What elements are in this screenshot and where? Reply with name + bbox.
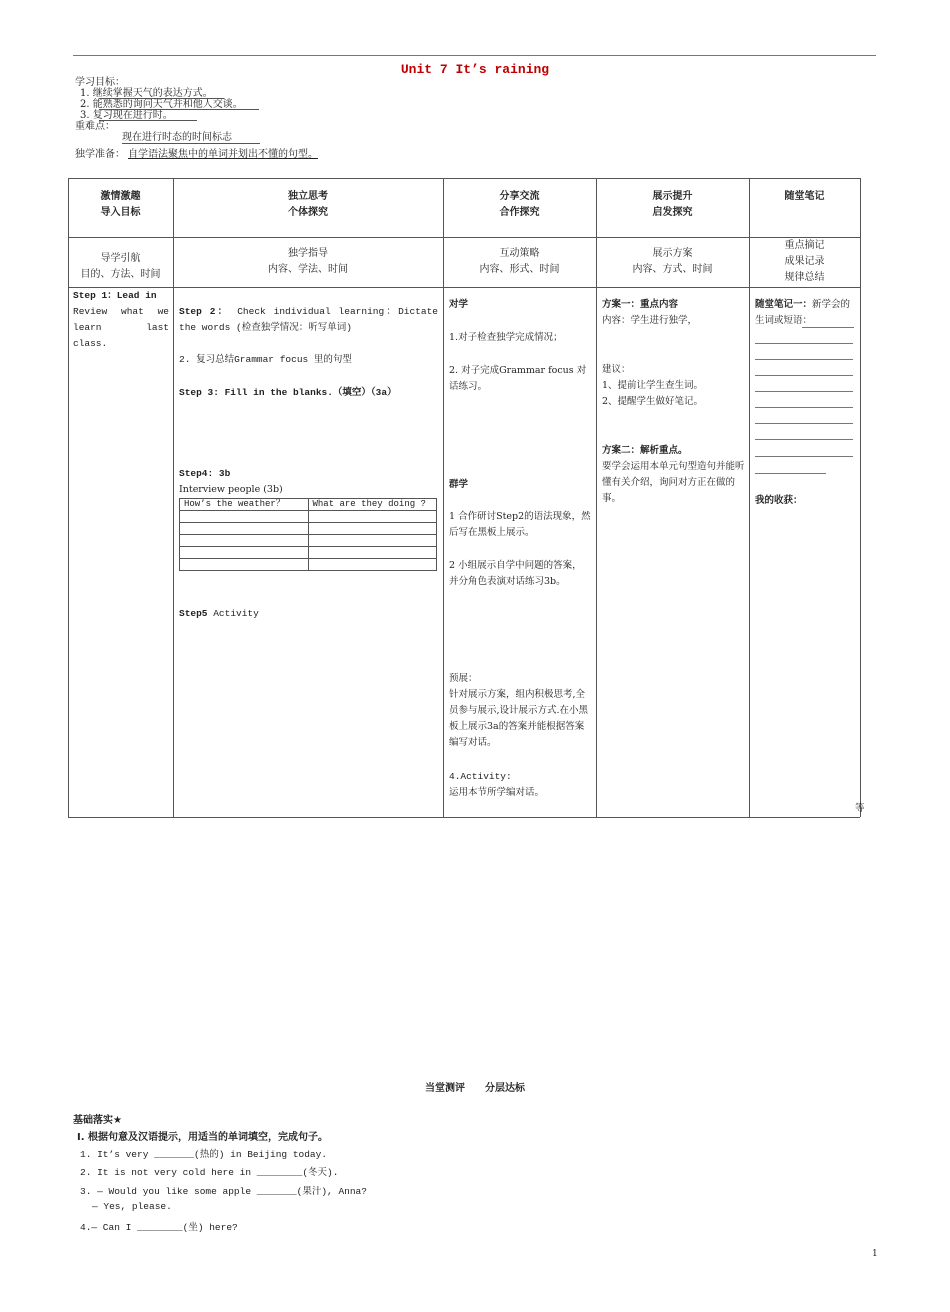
yuzhan-title: 预展：: [449, 673, 478, 684]
plan1-title: 方案一：重点内容: [602, 299, 679, 310]
step5: Step5 Activity: [179, 608, 259, 619]
yuzhan-text: 针对展示方案，组内积极思考,全员参与展示,设计展示方式.在小黑板上展示3a的答案并能根据答案编写对话。: [449, 689, 589, 748]
plan2-title: 方案二：解析重点。: [602, 445, 688, 456]
notes-line[interactable]: [755, 423, 853, 424]
head-col3: 分享交流 合作探究: [499, 191, 540, 218]
interview-cell[interactable]: [180, 535, 309, 547]
overflow-char: 等: [855, 803, 865, 814]
duixue-2: 2. 对子完成Grammar focus 对话练习。: [449, 365, 587, 392]
notes-block: 随堂笔记一：新学会的生词或短语：: [755, 299, 851, 326]
advice-1: 1、提前让学生查生词。: [602, 380, 704, 391]
interview-table: [179, 498, 437, 571]
notes-line[interactable]: [802, 327, 854, 328]
interview-cell[interactable]: [180, 559, 309, 571]
notes-line[interactable]: [755, 407, 853, 408]
difficulty-label: 重难点：: [75, 121, 115, 132]
notes-line[interactable]: [755, 359, 853, 360]
prep-text: 自学语法聚焦中的单词并划出不懂的句型。: [128, 149, 318, 160]
top-rule: [73, 55, 876, 56]
question-3-answer: — Yes, please.: [92, 1201, 172, 1212]
difficulty-text: 现在进行时态的时间标志: [122, 132, 232, 143]
interview-cell[interactable]: [308, 559, 437, 571]
underline-2: [99, 109, 259, 110]
interview-cell[interactable]: [308, 511, 437, 523]
qunxue-title: 群学: [449, 479, 469, 490]
step2-block: Step 2： Check individual learning：Dictate the words (检查独学情况：听写单词): [179, 306, 438, 333]
question-4: 4.— Can I ________(坐) here?: [80, 1222, 238, 1233]
step1-text: Review what we learn last class.: [73, 306, 169, 349]
activity-title: 4.Activity:: [449, 771, 512, 782]
interview-header-doing: What are they doing ?: [308, 499, 437, 511]
interview-cell[interactable]: [180, 547, 309, 559]
head-col1: 激情激趣 导入目标: [100, 191, 141, 218]
notes-line[interactable]: [755, 473, 826, 474]
question-3: 3. — Would you like some apple _______(果汁), Anna?: [80, 1186, 367, 1197]
gain-label: 我的收获：: [755, 495, 803, 506]
qunxue-2: 2 小组展示自学中问题的答案，并分角色表演对话练习3b。: [449, 560, 582, 587]
advice-title: 建议：: [602, 364, 631, 375]
interview-cell[interactable]: [180, 511, 309, 523]
interview-cell[interactable]: [308, 535, 437, 547]
practice-section: Ⅰ. 根据句意及汉语提示，用适当的单词填空，完成句子。: [77, 1132, 329, 1143]
plan2-text: 要学会运用本单元句型造句并能听懂有关介绍，询问对方正在做的事。: [602, 461, 745, 504]
interview-cell[interactable]: [308, 523, 437, 535]
interview-header-weather: How’s the weather？: [180, 499, 309, 511]
duixue-1: 1.对子检查独学完成情况；: [449, 332, 563, 343]
notes-line[interactable]: [755, 456, 853, 457]
sub-col2: 独学指导 内容、学法、时间: [268, 248, 348, 275]
page-title: Unit 7 It’s raining: [400, 62, 550, 77]
sub-col1: 导学引航 目的、方法、时间: [80, 253, 161, 280]
practice-level: 基础落实★: [73, 1115, 122, 1126]
goal-item-3: 3. 复习现在进行时。: [80, 110, 173, 121]
page-number: 1: [872, 1249, 878, 1259]
question-1: 1. It’s very _______(热的) in Beijing today.: [80, 1149, 328, 1160]
step1-title: Step 1：Lead in: [73, 290, 157, 301]
difficulty-underline: [122, 143, 260, 144]
goal-item-1: 1. 继续掌握天气的表达方式。: [80, 88, 213, 99]
qunxue-1: 1 合作研讨Step2的语法现象，然后写在黑板上展示。: [449, 511, 591, 538]
head-col4: 展示提升 启发探究: [652, 191, 693, 218]
step4-title: Step4: 3b: [179, 468, 231, 479]
notes-line[interactable]: [755, 343, 853, 344]
goals-heading: 学习目标：: [75, 77, 125, 88]
advice-2: 2、提醒学生做好笔记。: [602, 396, 704, 407]
duixue-title: 对学: [449, 299, 469, 310]
head-col2: 独立思考 个体探究: [288, 191, 328, 218]
question-2: 2. It is not very cold here in ________(冬天).: [80, 1167, 339, 1178]
step3-title: Step 3: Fill in the blanks.（填空）（3a）: [179, 387, 397, 398]
notes-line[interactable]: [755, 375, 853, 376]
goal-item-2: 2. 能熟悉的询问天气并和他人交谈。: [80, 99, 243, 110]
notes-line[interactable]: [755, 391, 853, 392]
interview-cell[interactable]: [308, 547, 437, 559]
underline-1: [99, 98, 224, 99]
step2-item: 2. 复习总结Grammar focus 里的句型: [179, 354, 352, 365]
sub-col5: 重点摘记 成果记录 规律总结: [784, 240, 825, 283]
interview-cell[interactable]: [180, 523, 309, 535]
sub-col3: 互动策略 内容、形式、时间: [479, 248, 560, 275]
activity-text: 运用本节所学编对话。: [449, 787, 545, 798]
interview-label: Interview people (3b): [179, 484, 283, 495]
notes-line[interactable]: [755, 439, 853, 440]
sub-col4: 展示方案 内容、方式、时间: [632, 248, 713, 275]
practice-heading: 当堂测评 分层达标: [425, 1083, 525, 1094]
prep-label: 独学准备：: [75, 149, 125, 160]
plan1-text: 内容：学生进行独学，: [602, 315, 698, 326]
head-col5: 随堂笔记: [784, 191, 825, 202]
